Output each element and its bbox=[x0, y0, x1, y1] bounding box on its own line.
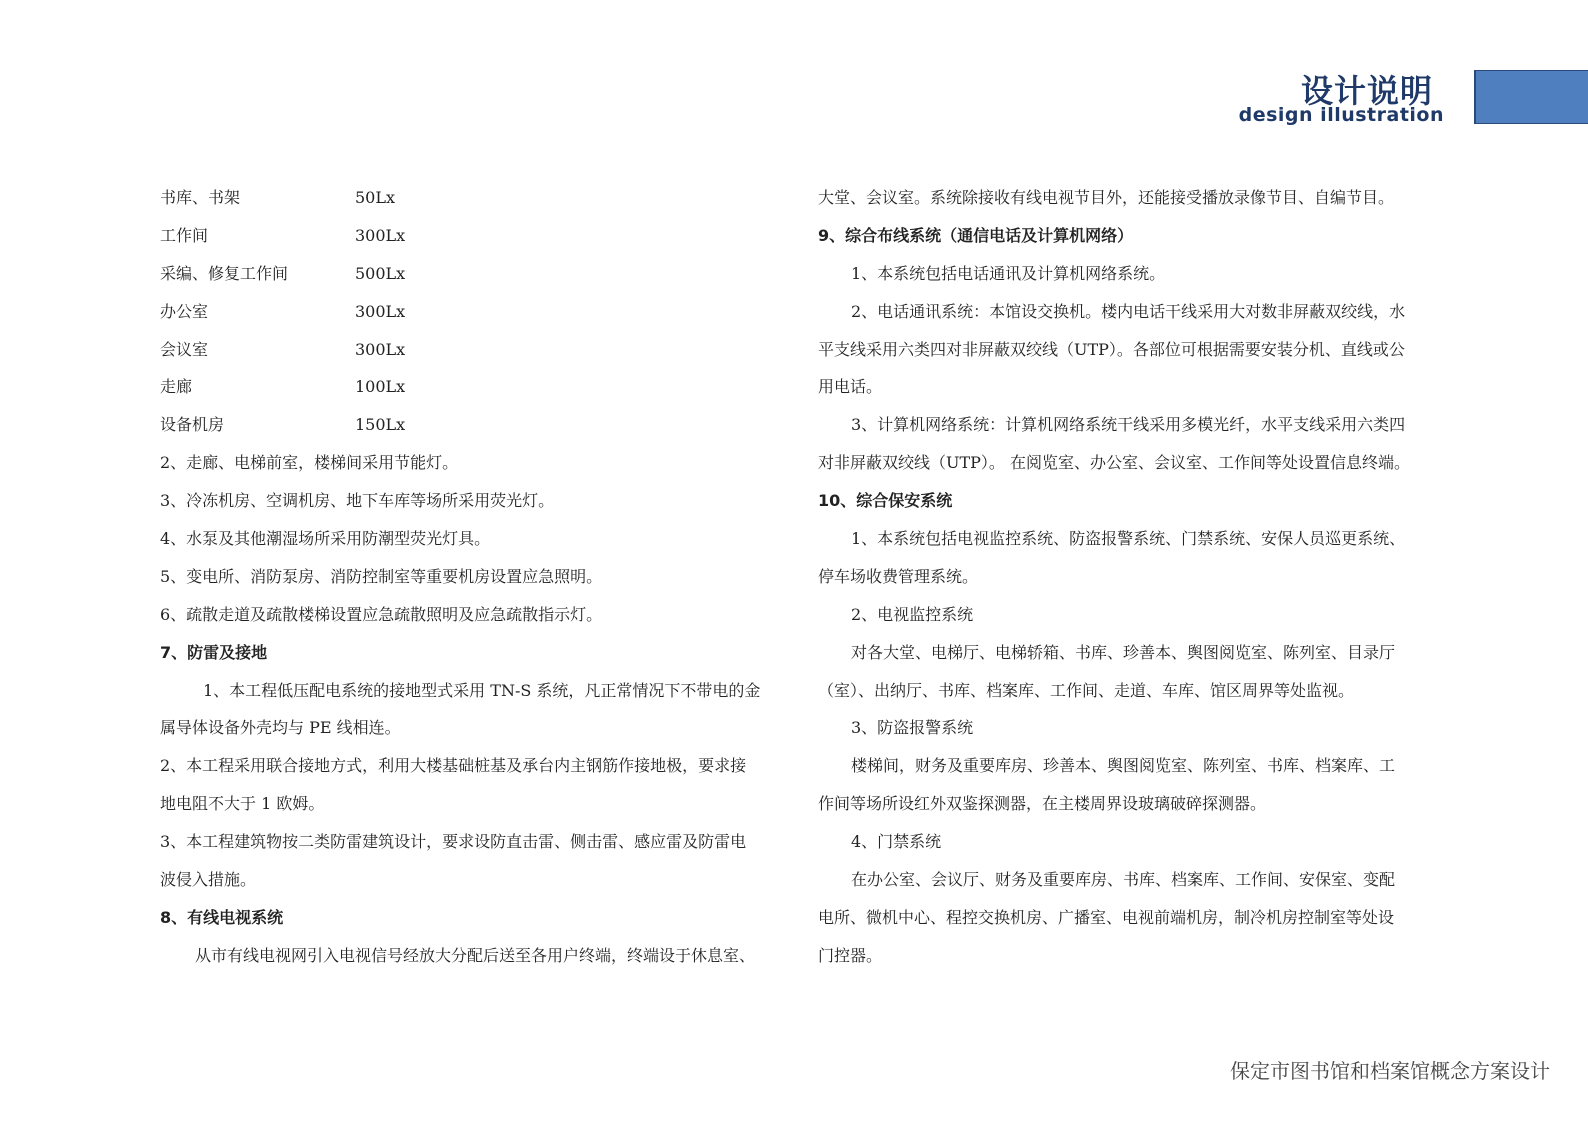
paragraph-line: 门控器。 bbox=[818, 945, 883, 965]
lux-value: 300Lx bbox=[355, 339, 406, 359]
lux-room: 走廊 bbox=[160, 377, 193, 397]
paragraph-line: 2、电话通讯系统：本馆设交换机。楼内电话干线采用大对数非屏蔽双绞线，水 bbox=[851, 301, 1406, 321]
lux-row bbox=[160, 368, 775, 406]
paragraph-line: 电所、微机中心、程控交换机房、广播室、电视前端机房，制冷机房控制室等处设 bbox=[818, 907, 1395, 927]
lux-value: 300Lx bbox=[355, 225, 406, 245]
page-subtitle: design illustration bbox=[1238, 104, 1444, 126]
paragraph-line: 2、本工程采用联合接地方式，利用大楼基础桩基及承台内主钢筋作接地极，要求接 bbox=[160, 756, 747, 776]
paragraph-line: 3、防盗报警系统 bbox=[851, 718, 974, 738]
lux-value: 300Lx bbox=[355, 301, 406, 321]
lux-room: 办公室 bbox=[160, 301, 209, 321]
paragraph-line: 作间等场所设红外双鉴探测器，在主楼周界设玻璃破碎探测器。 bbox=[818, 794, 1267, 814]
lux-value: 50Lx bbox=[355, 188, 396, 207]
paragraph-line: 楼梯间，财务及重要库房、珍善本、舆图阅览室、陈列室、书库、档案库、工 bbox=[851, 756, 1396, 776]
left-column bbox=[160, 179, 775, 975]
paragraph-line: 对各大堂、电梯厅、电梯轿箱、书库、珍善本、舆图阅览室、陈列室、目录厅 bbox=[851, 642, 1396, 662]
lux-row bbox=[160, 217, 775, 255]
lux-row bbox=[160, 255, 775, 293]
paragraph-line: 波侵入措施。 bbox=[160, 870, 257, 890]
lighting-item: 3、冷冻机房、空调机房、地下车库等场所采用荧光灯。 bbox=[160, 491, 555, 511]
paragraph-line: 1、本系统包括电话通讯及计算机网络系统。 bbox=[851, 263, 1166, 283]
lux-room: 书库、书架 bbox=[160, 188, 241, 207]
lighting-item: 6、疏散走道及疏散楼梯设置应急疏散照明及应急疏散指示灯。 bbox=[160, 604, 603, 624]
section-heading: 8、有线电视系统 bbox=[160, 907, 284, 927]
paragraph-line: 地电阻不大于 1 欧姆。 bbox=[160, 794, 325, 814]
lux-room: 采编、修复工作间 bbox=[160, 263, 289, 283]
page-title: 设计说明 bbox=[1300, 72, 1433, 110]
paragraph-line: 1、本系统包括电视监控系统、防盗报警系统、门禁系统、安保人员巡更系统、 bbox=[851, 529, 1406, 549]
right-column bbox=[818, 179, 1430, 975]
lux-row bbox=[160, 293, 775, 331]
lighting-item: 4、水泵及其他潮湿场所采用防潮型荧光灯具。 bbox=[160, 529, 491, 549]
paragraph-line: 在办公室、会议厅、财务及重要库房、书库、档案库、工作间、安保室、变配 bbox=[851, 870, 1396, 890]
header-color-block bbox=[1474, 70, 1588, 124]
paragraph-line: 停车场收费管理系统。 bbox=[818, 566, 979, 586]
section-heading: 9、综合布线系统（通信电话及计算机网络） bbox=[818, 225, 1134, 245]
lux-room: 工作间 bbox=[160, 225, 209, 245]
paragraph-line: 3、本工程建筑物按二类防雷建筑设计，要求设防直击雷、侧击雷、感应雷及防雷电 bbox=[160, 832, 747, 852]
lighting-item: 2、走廊、电梯前室，楼梯间采用节能灯。 bbox=[160, 453, 459, 473]
lighting-item: 5、变电所、消防泵房、消防控制室等重要机房设置应急照明。 bbox=[160, 566, 603, 586]
section-heading: 7、防雷及接地 bbox=[160, 642, 268, 662]
paragraph-line: 平支线采用六类四对非屏蔽双绞线（UTP）。各部位可根据需要安装分机、直线或公 bbox=[818, 339, 1405, 359]
paragraph-line: 从市有线电视网引入电视信号经放大分配后送至各用户终端，终端设于休息室、 bbox=[195, 945, 756, 965]
paragraph-line: 属导体设备外壳均与 PE 线相连。 bbox=[160, 718, 401, 738]
paragraph-line: 大堂、会议室。系统除接收有线电视节目外，还能接受播放录像节目、自编节目。 bbox=[818, 188, 1395, 207]
lux-value: 150Lx bbox=[355, 415, 406, 435]
lux-row bbox=[160, 331, 775, 369]
footer-project-title: 保定市图书馆和档案馆概念方案设计 bbox=[1230, 1059, 1550, 1083]
lux-row bbox=[160, 179, 775, 217]
lux-value: 100Lx bbox=[355, 377, 406, 397]
lux-row bbox=[160, 406, 775, 444]
paragraph-line: 1、本工程低压配电系统的接地型式采用 TN-S 系统，凡正常情况下不带电的金 bbox=[203, 680, 761, 700]
lux-room: 设备机房 bbox=[160, 415, 225, 435]
paragraph-line: 对非屏蔽双绞线（UTP）。 在阅览室、办公室、会议室、工作间等处设置信息终端。 bbox=[818, 453, 1411, 473]
paragraph-line: 4、门禁系统 bbox=[851, 832, 942, 852]
paragraph-line: 用电话。 bbox=[818, 377, 883, 397]
section-heading: 10、综合保安系统 bbox=[818, 491, 953, 511]
lux-value: 500Lx bbox=[355, 263, 406, 283]
paragraph-line: 3、计算机网络系统：计算机网络系统干线采用多模光纤，水平支线采用六类四 bbox=[851, 415, 1406, 435]
paragraph-line: 2、电视监控系统 bbox=[851, 604, 974, 624]
paragraph-line: （室）、出纳厅、书库、档案库、工作间、走道、车库、馆区周界等处监视。 bbox=[818, 680, 1355, 700]
lux-room: 会议室 bbox=[160, 339, 209, 359]
